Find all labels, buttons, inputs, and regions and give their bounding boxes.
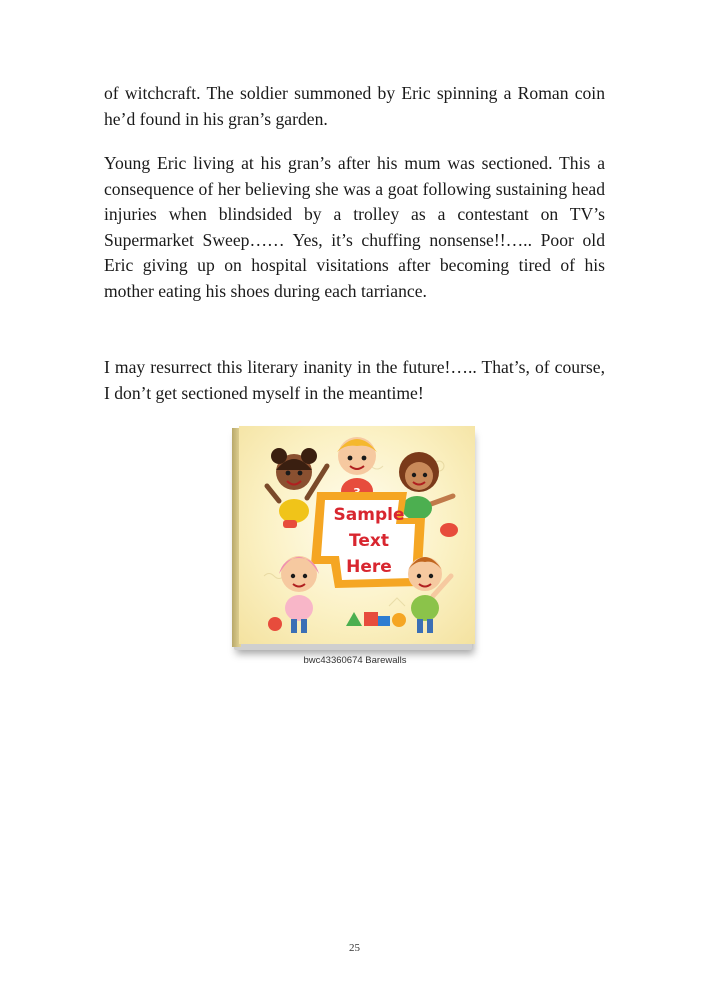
- paragraph-3-text: I may resurrect this literary inanity in the future!….. That’s, of course, I don’t get sectioned myself in the meantime!: [104, 357, 605, 403]
- sign-line-2: Text: [349, 531, 389, 551]
- sign-line-1: Sample: [333, 505, 405, 525]
- paragraph-2-text: Young Eric living at his gran’s after his mum was sectioned. This a consequence of her believing she was a goat following sustaining head injuries when blindsided by a trolley as a contestant on TV’s Supermarket Sweep…… Yes, it’s chuffing nonsense!!….. Poor old Eric giving up on hospital visitations after becoming tired of his mother eating his shoes during each tarriance.: [104, 153, 605, 301]
- kid-top-right: [399, 452, 453, 520]
- kid-bottom-right: [408, 557, 451, 633]
- paragraph-1: [104, 81, 605, 132]
- image-caption: bwc43360674 Barewalls: [303, 655, 407, 666]
- paragraph-1-text: of witchcraft. The soldier summoned by Eric spinning a Roman coin he’d found in his gran’s garden.: [104, 83, 605, 129]
- kids-illustration: [239, 426, 475, 644]
- page-number: 25: [349, 942, 360, 954]
- paragraph-2: [104, 151, 605, 305]
- kid-bottom-left: [279, 556, 319, 633]
- sign-line-3: Here: [346, 557, 392, 577]
- illustration-canvas: [239, 426, 475, 644]
- canvas-print-image: [232, 424, 478, 660]
- paragraph-3: [104, 355, 605, 406]
